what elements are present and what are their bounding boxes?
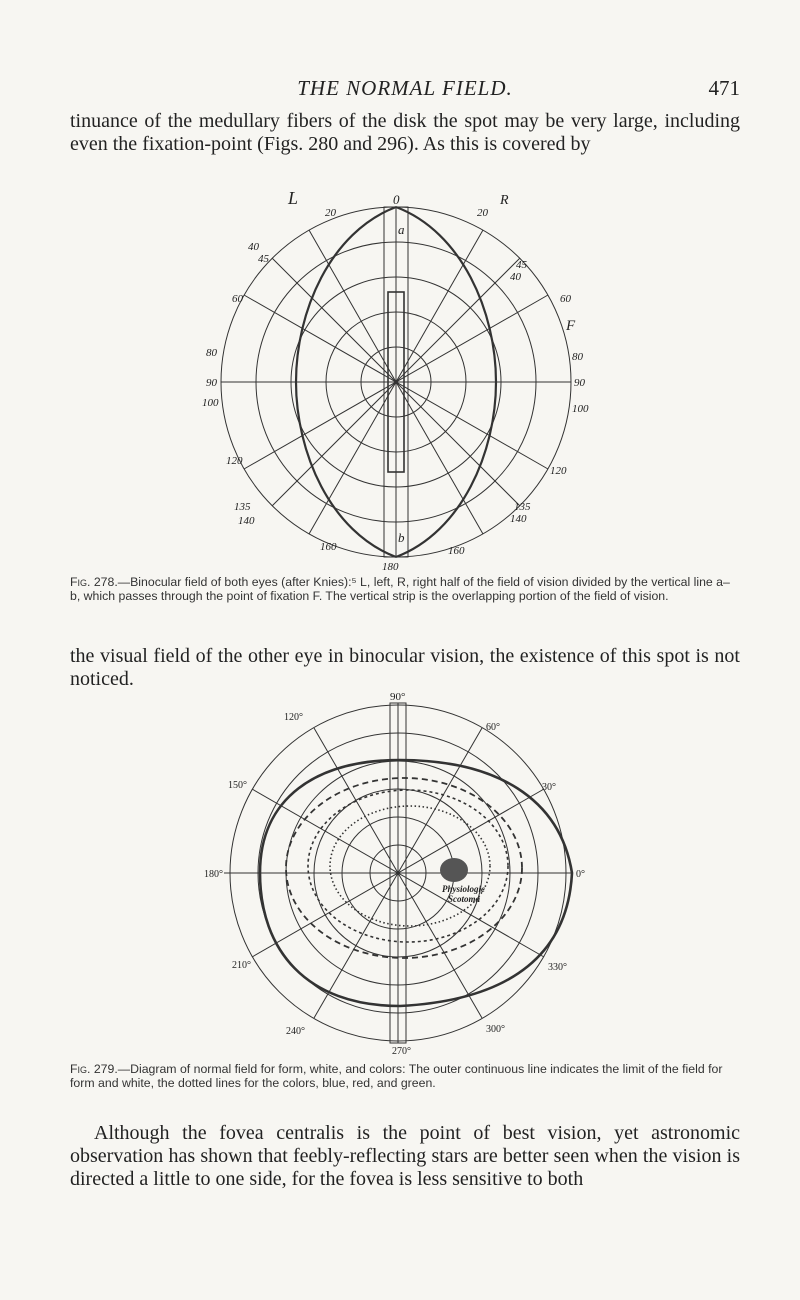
fig278-label-90-left: 90 <box>206 377 217 389</box>
fig279-label-60: 60° <box>486 722 500 733</box>
fig278-label-80-left: 80 <box>206 347 217 359</box>
fig279-label-30: 30° <box>542 782 556 793</box>
fig279-label-300: 300° <box>486 1024 505 1035</box>
fig278-label-120-right: 120 <box>550 465 567 477</box>
fig279-label-180: 180° <box>204 869 223 880</box>
fig278-label-135-right: 135 <box>514 501 531 513</box>
fig278-label-160-left: 160 <box>320 541 337 553</box>
fig278-label-45-left: 45 <box>258 253 269 265</box>
figure-279-normal-field-diagram <box>196 688 616 1058</box>
fig278-letter-right: R <box>500 193 509 208</box>
fig278-letter-left: L <box>288 192 299 208</box>
fig278-label-60-right: 60 <box>560 293 571 305</box>
running-head <box>70 76 740 106</box>
fig278-letter-b: b <box>398 530 405 545</box>
fig278-letter-a: a <box>398 222 405 237</box>
paragraph-1: tinuance of the medullary fibers of the disk the spot may be very large, including even the fixation-point (Figs. 280 and 296). As this is covered by <box>70 110 740 155</box>
fig279-label-0: 0° <box>576 869 585 880</box>
page-number: 471 <box>708 76 740 100</box>
running-head-title: THE NORMAL FIELD. <box>297 76 513 100</box>
fig278-label-45-right: 45 <box>516 259 527 271</box>
fig279-spot-label-1: Physiologic <box>442 884 485 894</box>
fig278-label-20-right: 20 <box>477 207 488 219</box>
fig278-label-40-right: 40 <box>510 271 521 283</box>
physiologic-scotoma-spot <box>440 858 468 882</box>
fig279-label-240: 240° <box>286 1026 305 1037</box>
figure-278-caption-label: Fig. 278. <box>70 575 118 589</box>
fig278-letter-f: F <box>566 318 576 334</box>
fig278-label-135-left: 135 <box>234 501 251 513</box>
fig278-label-140-right: 140 <box>510 513 527 525</box>
fig278-label-60-left: 60 <box>232 293 243 305</box>
fig278-label-160-right: 160 <box>448 545 465 557</box>
fig278-label-120-left: 120 <box>226 455 243 467</box>
fig278-label-40-left: 40 <box>248 241 259 253</box>
fig278-label-180: 180 <box>382 561 399 572</box>
fig279-label-330: 330° <box>548 962 567 973</box>
fig278-label-140-left: 140 <box>238 515 255 527</box>
fig279-label-150: 150° <box>228 780 247 791</box>
figure-279-caption <box>70 1062 740 1090</box>
fig279-label-210: 210° <box>232 960 251 971</box>
fig278-label-90-right: 90 <box>574 377 585 389</box>
figure-278-caption-text: —Binocular field of both eyes (after Knies):⁵ L, left, R, right half of the field of vision divided by the vertical line a–b, which passes through the point of fixation F. The vertical strip is the overlapping portion of the field of vision. <box>70 575 730 603</box>
fig278-label-100-right: 100 <box>572 403 589 415</box>
fig278-label-20-left: 20 <box>325 207 336 219</box>
figure-279-caption-label: Fig. 279. <box>70 1062 118 1076</box>
figure-279-caption-text: —Diagram of normal field for form, white, and colors: The outer continuous line indicates the limit of the field for form and white, the dotted lines for the colors, blue, red, and green. <box>70 1062 723 1090</box>
paragraph-2: the visual field of the other eye in binocular vision, the existence of this spot is not noticed. <box>70 645 740 690</box>
fig279-spot-label-2: Scotoma <box>448 894 481 904</box>
fig278-letter-zero: 0 <box>393 192 400 207</box>
fig279-label-90: 90° <box>390 691 406 703</box>
fig279-label-120: 120° <box>284 712 303 723</box>
fig279-label-270: 270° <box>392 1046 411 1057</box>
fig278-label-100-left: 100 <box>202 397 219 409</box>
figure-278-binocular-field <box>200 192 620 572</box>
fig278-label-80-right: 80 <box>572 351 583 363</box>
figure-278-caption <box>70 575 740 603</box>
paragraph-3: Although the fovea centralis is the point of best vision, yet astronomic observation has shown that feebly-reflecting stars are better seen when the vision is directed a little to one side, for the fovea is less sensitive to both <box>70 1122 740 1190</box>
